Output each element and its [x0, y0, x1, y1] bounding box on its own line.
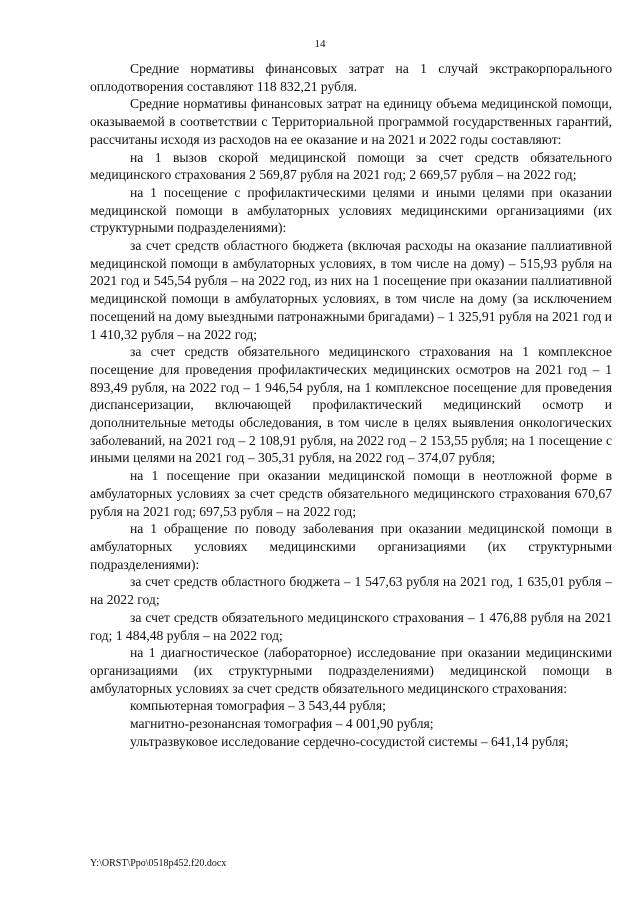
- paragraph-regional-budget-visit: за счет средств областного бюджета (включая расходы на оказание паллиативной медицинской помощи в амбулаторных условиях, в том числе на дому) – 515,93 рубля на 2021 год и 545,54 рубля – на 2022 год, из них на 1 посещение при оказании паллиативной медицинской помощи в амбулаторных условиях, в том числе на дому (за исключением посещений на дому выездными патронажными бригадами) – 1 325,91 рубля на 2021 год и 1 410,32 рубля – на 2022 год;: [90, 238, 612, 342]
- paragraph-appeal-regional-budget: за счет средств областного бюджета – 1 547,63 рубля на 2021 год, 1 635,01 рубля – на 2022 год;: [90, 574, 612, 608]
- paragraph-eco-cost: Средние нормативы финансовых затрат на 1 случай экстракорпорального оплодотворения составляют 118 832,21 рубля.: [90, 61, 612, 94]
- paragraph-appeal-oms: за счет средств обязательного медицинского страхования – 1 476,88 рубля на 2021 год; 1 484,48 рубля – на 2022 год;: [90, 609, 612, 643]
- paragraph-norms-intro: Средние нормативы финансовых затрат на единицу объема медицинской помощи, оказываемой в соответствии с Территориальной программой государственных гарантий, рассчитаны исходя из расходов на ее оказание и на 2021 и 2022 годы составляют:: [90, 96, 612, 147]
- paragraph-ambulance-call: на 1 вызов скорой медицинской помощи за счет средств обязательного медицинского страхования 2 569,87 рубля на 2021 год; 2 669,57 рубля – на 2022 год;: [90, 149, 612, 183]
- paragraph-disease-appeal: на 1 обращение по поводу заболевания при оказании медицинской помощи в амбулаторных условиях медицинскими организациями (их структурными подразделениями):: [90, 521, 612, 572]
- page-number: 14: [314, 38, 326, 50]
- paragraph-ct: компьютерная томография – 3 543,44 рубля;: [130, 698, 386, 714]
- paragraph-preventive-visit: на 1 посещение с профилактическими целями и иными целями при оказании медицинской помощи в амбулаторных условиях медицинскими организациями (их структурными подразделениями):: [90, 184, 612, 236]
- file-path-footer: Y:\ORST\Ppo\0518p452.f20.docx: [90, 858, 227, 869]
- paragraph-mri: магнитно-резонансная томография – 4 001,90 рубля;: [130, 716, 434, 732]
- paragraph-diagnostic-test: на 1 диагностическое (лабораторное) исследование при оказании медицинскими организациями (их структурными подразделениями) медицинской помощи в амбулаторных условиях за счет средств обязательного медицинского страхования:: [90, 645, 612, 696]
- paragraph-urgent-visit: на 1 посещение при оказании медицинской помощи в неотложной форме в амбулаторных условиях за счет средств обязательного медицинского страхования 670,67 рубля на 2021 год; 697,53 рубля – на 2022 год;: [90, 468, 612, 519]
- paragraph-ultrasound: ультразвуковое исследование сердечно-сосудистой системы – 641,14 рубля;: [130, 733, 569, 749]
- document-body: [90, 60, 612, 750]
- paragraph-oms-complex-visit: за счет средств обязательного медицинского страхования на 1 комплексное посещение для проведения профилактических медицинских осмотров на 2021 год – 1 893,49 рубля, на 2022 год – 1 946,54 рубля, на 1 комплексное посещение для проведения диспансеризации, включающей профилактический медицинский осмотр и дополнительные методы обследования, в том числе в целях выявления онкологических заболеваний, на 2021 год – 2 108,91 рубля, на 2022 год – 2 153,55 рубля; на 1 посещение с иными целями на 2021 год – 305,31 рубля, на 2022 год – 374,07 рубля;: [90, 344, 612, 466]
